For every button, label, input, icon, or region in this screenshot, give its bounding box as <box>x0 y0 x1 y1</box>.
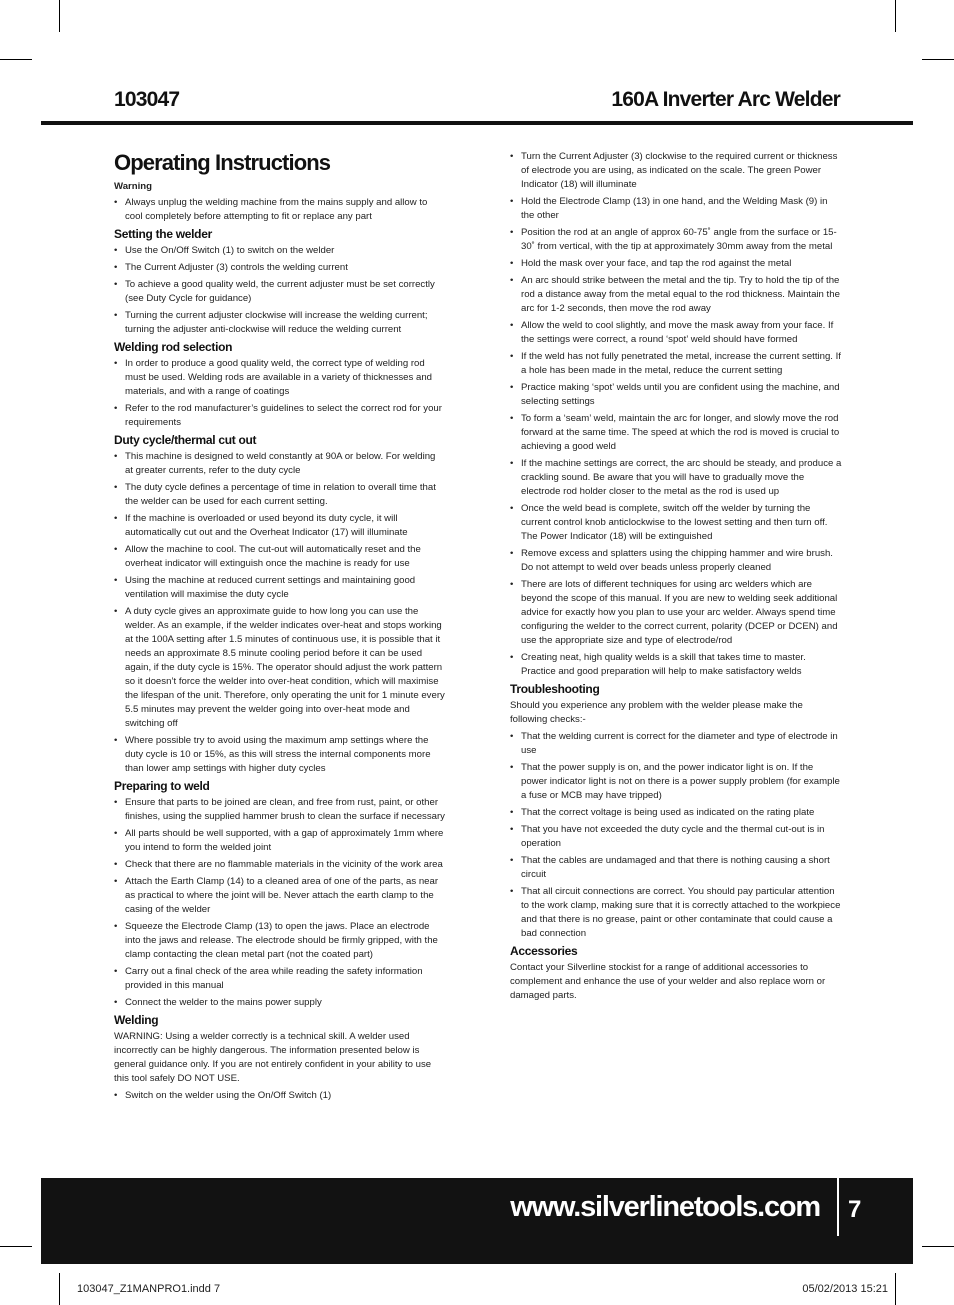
welding-list-start <box>114 1089 446 1103</box>
list-item: • Use the On/Off Switch (1) to switch on the welder <box>114 244 446 258</box>
crop-mark <box>895 0 896 32</box>
list-item: • That the power supply is on, and the power indicator light is on. If the power indicator light is not on there is a power supply problem (for example a fuse or MCB may have tripped) <box>510 761 842 803</box>
list-item: • Connect the welder to the mains power supply <box>114 996 446 1010</box>
crop-mark <box>922 59 954 60</box>
list-item: • The Current Adjuster (3) controls the welding current <box>114 261 446 275</box>
list-item: • Always unplug the welding machine from the mains supply and allow to cool completely before attempting to fit or replace any part <box>114 196 446 224</box>
crop-mark <box>0 1246 32 1247</box>
duty-heading: Duty cycle/thermal cut out <box>114 433 257 447</box>
rod-heading: Welding rod selection <box>114 340 233 354</box>
setting-heading: Setting the welder <box>114 227 212 241</box>
website-url: www.silverlinetools.com <box>510 1191 820 1223</box>
footer-divider <box>837 1178 839 1236</box>
list-item: • Hold the Electrode Clamp (13) in one hand, and the Welding Mask (9) in the other <box>510 195 842 223</box>
list-item: • To achieve a good quality weld, the current adjuster must be set correctly (see Duty Cycle for guidance) <box>114 278 446 306</box>
list-item: • This machine is designed to weld constantly at 90A or below. For welding at greater currents, refer to the duty cycle <box>114 450 446 478</box>
prep-list <box>114 796 446 1010</box>
page-number: 7 <box>848 1196 862 1223</box>
welding-warning: WARNING: Using a welder correctly is a technical skill. A welder used incorrectly can be highly dangerous. The information presented below is general guidance only. If you are not entirely confident in your ability to use this tool safely DO NOT USE. <box>114 1031 432 1084</box>
model-number: 103047 <box>114 88 180 111</box>
list-item: • A duty cycle gives an approximate guide to how long you can use the welder. As an example, if the welder indicates over-heat and stops working at the 100A setting after 1.5 minutes of continuous use, it is possible that it needs an approximate 8.5 minute cooling period before it can be used again, if the duty cycle is 15%. The operator should adjust the work pattern so it doesn’t force the welder into over-heat condition, which will maximise the lifespan of the unit. Therefore, only operating the unit for 1 minute every 5.5 minutes may prevent the welder going into over-heat mode and switching off <box>114 605 446 731</box>
list-item: • Attach the Earth Clamp (14) to a cleaned area of one of the parts, as near as practical to where the joint will be. Never attach the earth clamp to the casing of the welder <box>114 875 446 917</box>
slug-date: 05/02/2013 15:21 <box>802 1283 888 1295</box>
rod-list <box>114 357 446 430</box>
page-title: Operating Instructions <box>114 150 331 175</box>
setting-list <box>114 244 446 337</box>
list-item: • Turning the current adjuster clockwise will increase the welding current; turning the adjuster anti-clockwise will reduce the welding current <box>114 309 446 337</box>
list-item: • Practice making ‘spot’ welds until you are confident using the machine, and selecting settings <box>510 381 842 409</box>
troubleshooting-heading: Troubleshooting <box>510 682 600 696</box>
list-item: • That all circuit connections are correct. You should pay particular attention to the work clamp, making sure that it is correctly attached to the workpiece and that there is no grease, paint or other contaminate that could cause a bad connection <box>510 885 842 941</box>
list-item: • An arc should strike between the metal and the tip. Try to hold the tip of the rod a distance away from the metal equal to the rod thickness. Maintain the arc for 1-2 seconds, then move the rod away <box>510 274 842 316</box>
list-item: • All parts should be well supported, with a gap of approximately 1mm where you intend to form the welded joint <box>114 827 446 855</box>
list-item: • If the machine settings are correct, the arc should be steady, and produce a crackling sound. Be aware that you will have to gradually move the electrode rod holder closer to the metal as the rod is used up <box>510 457 842 499</box>
list-item: • Switch on the welder using the On/Off Switch (1) <box>114 1089 446 1103</box>
list-item: • Carry out a final check of the area while reading the safety information provided in this manual <box>114 965 446 993</box>
list-item: • Position the rod at an angle of approx 60-75˚ angle from the surface or 15-30˚ from vertical, with the tip at approximately 30mm away from the metal <box>510 226 842 254</box>
prep-heading: Preparing to weld <box>114 779 210 793</box>
product-name: 160A Inverter Arc Welder <box>611 88 840 111</box>
troubleshooting-intro: Should you experience any problem with the welder please make the following checks:- <box>510 700 803 725</box>
duty-list <box>114 450 446 776</box>
list-item: • That you have not exceeded the duty cycle and the thermal cut-out is in operation <box>510 823 842 851</box>
list-item: • Squeeze the Electrode Clamp (13) to open the jaws. Place an electrode into the jaws and release. The electrode should be firmly gripped, with the clamp contacting the clean metal part (not the coated part) <box>114 920 446 962</box>
welding-heading: Welding <box>114 1013 159 1027</box>
accessories-heading: Accessories <box>510 944 578 958</box>
header-rule <box>41 121 913 125</box>
crop-mark <box>59 1273 60 1305</box>
warning-label: Warning <box>114 181 153 192</box>
page-header <box>114 88 840 118</box>
list-item: • Once the weld bead is complete, switch off the welder by turning the current control knob anticlockwise to the lowest setting and then turn off. The Power Indicator (18) will be extinguished <box>510 502 842 544</box>
crop-mark <box>895 1273 896 1305</box>
list-item: • In order to produce a good quality weld, the correct type of welding rod must be used. Welding rods are available in a variety of thicknesses and materials, and with a range of coatings <box>114 357 446 399</box>
slug-filename: 103047_Z1MANPRO1.indd 7 <box>77 1283 221 1295</box>
right-column <box>510 150 842 1006</box>
troubleshooting-list <box>510 730 842 941</box>
list-item: • Check that there are no flammable materials in the vicinity of the work area <box>114 858 446 872</box>
list-item: • Ensure that parts to be joined are clean, and free from rust, paint, or other finishes, using the supplied hammer brush to clean the surface if necessary <box>114 796 446 824</box>
list-item: • Creating neat, high quality welds is a skill that takes time to master. Practice and good preparation will help to make satisfactory welds <box>510 651 842 679</box>
crop-mark <box>922 1246 954 1247</box>
list-item: • Turn the Current Adjuster (3) clockwise to the required current or thickness of electrode you are using, as indicated on the scale. The green Power Indicator (18) will illuminate <box>510 150 842 192</box>
list-item: • If the weld has not fully penetrated the metal, increase the current setting. If a hole has been made in the metal, reduce the current setting <box>510 350 842 378</box>
crop-mark <box>0 59 32 60</box>
list-item: • If the machine is overloaded or used beyond its duty cycle, it will automatically cut out and the Overheat Indicator (17) will illuminate <box>114 512 446 540</box>
crop-mark <box>59 0 60 32</box>
list-item: • Hold the mask over your face, and tap the rod against the metal <box>510 257 842 271</box>
list-item: • That the correct voltage is being used as indicated on the rating plate <box>510 806 842 820</box>
list-item: • Refer to the rod manufacturer’s guidelines to select the correct rod for your requirements <box>114 402 446 430</box>
list-item: • Using the machine at reduced current settings and maintaining good ventilation will maximise the duty cycle <box>114 574 446 602</box>
warning-list <box>114 196 446 224</box>
list-item: • Allow the weld to cool slightly, and move the mask away from your face. If the settings were correct, a round ‘spot’ weld should have formed <box>510 319 842 347</box>
welding-list-continued <box>510 150 842 679</box>
accessories-text: Contact your Silverline stockist for a range of additional accessories to complement and enhance the use of your welder and also replace worn or damaged parts. <box>510 962 826 1001</box>
list-item: • That the welding current is correct for the diameter and type of electrode in use <box>510 730 842 758</box>
left-column <box>114 150 446 1106</box>
list-item: • There are lots of different techniques for using arc welders which are beyond the scope of this manual. If you are new to welding seek additional advice for exactly how you plan to use your arc welder. Always spend time configuring the welder to the correct current, polarity (DCEP or DCEN) and use the appropriate size and type of electrode/rod <box>510 578 842 648</box>
list-item: • To form a ‘seam’ weld, maintain the arc for longer, and slowly move the rod forward at the same time. The speed at which the rod is moved is crucial to achieving a good weld <box>510 412 842 454</box>
list-item: • Where possible try to avoid using the maximum amp settings where the duty cycle is 10 or 15%, as this will stress the internal components more than lower amp settings with higher duty cycles <box>114 734 446 776</box>
list-item: • Allow the machine to cool. The cut-out will automatically reset and the overheat indicator will extinguish once the machine is ready for use <box>114 543 446 571</box>
list-item: • That the cables are undamaged and that there is nothing causing a short circuit <box>510 854 842 882</box>
list-item: • Remove excess and splatters using the chipping hammer and wire brush. Do not attempt to weld over beads unless properly cleaned <box>510 547 842 575</box>
list-item: • The duty cycle defines a percentage of time in relation to overall time that the welder can be used for each current setting. <box>114 481 446 509</box>
